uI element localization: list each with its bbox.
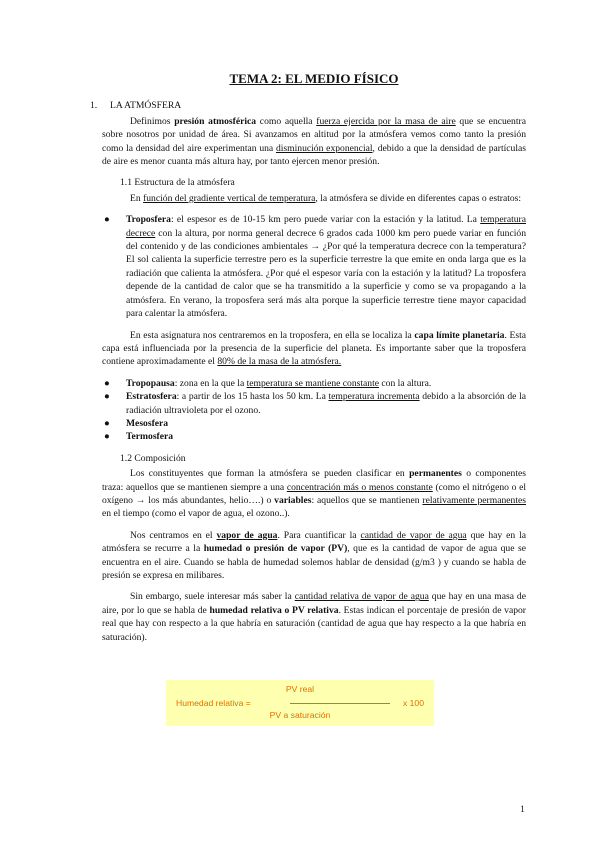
page-number: 1 bbox=[520, 804, 525, 815]
term-tropopausa: Tropopausa bbox=[126, 377, 175, 389]
term-permanentes: permanentes bbox=[409, 468, 462, 480]
paragraph-humedad-relativa bbox=[102, 590, 526, 644]
text: , la atmósfera se divide en diferentes capas o estratos: bbox=[315, 192, 522, 204]
text: con la altura. bbox=[379, 377, 432, 389]
paragraph-vapor-agua bbox=[102, 529, 526, 583]
text: o componentes traza: aquellos que se mantienen siempre a una bbox=[102, 468, 526, 493]
subsection-heading-composicion: 1.2 Composición bbox=[120, 452, 186, 464]
term-estratosfera: Estratosfera bbox=[126, 391, 177, 403]
bullet-icon: ● bbox=[104, 431, 110, 443]
text: : zona en la que la bbox=[174, 377, 247, 389]
underlined-text: fuerza ejercida por la masa de aire bbox=[316, 115, 456, 127]
text: (como el nitrógeno o el oxígeno → los más abundantes, helio….) o bbox=[102, 481, 526, 506]
bullet-icon: ● bbox=[104, 377, 110, 389]
text: que hay en la atmósfera se recurre a la bbox=[102, 529, 526, 555]
underlined-text: temperatura incrementa bbox=[328, 391, 420, 403]
underlined-text: temperatura decrece bbox=[126, 214, 526, 239]
text: como aquella bbox=[256, 115, 317, 127]
term-troposfera: Troposfera bbox=[126, 214, 171, 226]
underlined-text: disminución exponencial bbox=[275, 142, 373, 154]
text: . Estas indican el porcentaje de presión de vapor real que hay con respecto a la que habría en saturación (cantidad de agua que hay respecto a la que habría en saturación). bbox=[102, 604, 526, 643]
text: que hay en una masa de aire, por lo que se habla de bbox=[102, 591, 526, 616]
layers-list bbox=[102, 213, 526, 320]
term-humedad: humedad o presión de vapor (PV) bbox=[203, 543, 348, 555]
text: Los constituyentes que forman la atmósfera se pueden clasificar en bbox=[130, 468, 410, 480]
formula-denominator: PV a saturación bbox=[269, 710, 331, 720]
paragraph-capa-limite bbox=[102, 329, 526, 369]
page-title: TEMA 2: EL MEDIO FÍSICO bbox=[229, 71, 399, 86]
text: . Esta capa está influenciada por la presencia de la superficie del planeta. Es importante saber que la troposfera contiene aproximadamente el bbox=[102, 329, 526, 368]
text: : a partir de los 15 hasta los 50 km. La bbox=[176, 391, 329, 403]
underlined-text: temperatura se mantiene constante bbox=[246, 377, 380, 389]
section-heading-atmosfera bbox=[90, 99, 526, 112]
text: Definimos bbox=[130, 115, 175, 127]
term-variables: variables bbox=[274, 494, 312, 506]
subsection-heading-estructura: 1.1 Estructura de la atmósfera bbox=[120, 177, 235, 189]
text: debido a la absorción de la radiación ultravioleta por el ozono. bbox=[126, 391, 526, 416]
underlined-text: cantidad de vapor de agua bbox=[360, 529, 467, 541]
text: , que es la cantidad de vapor de agua que se encuentra en el aire. Cuando se habla de humedad solemos hablar de densidad (g/m3 ) y cuando se habla de presión se expresa en milibares. bbox=[102, 543, 526, 581]
term-capa-limite: capa límite planetaria bbox=[414, 329, 505, 341]
underlined-text: 80% de la masa de la atmósfera. bbox=[217, 356, 342, 368]
text: con la altura, por norma general decrece 6 grados cada 1000 km pero puede variar en función del contenido y de las condiciones ambientales → ¿Por qué la temperatura decrece con la temperatura? El sol calienta la superficie terrestre pero es la superficie terrestre la que emite en onda larga que es la radiación que calienta la atmósfera. ¿Por qué el espesor varía con la estación y la latitud? La troposfera depende de la cantidad de calor que se ha transmitido a la superficie y como se va propagando a la atmósfera. En verano, la troposfera será más alta porque la superficie terrestre tiene mayor capacidad para calentar la atmósfera. bbox=[126, 227, 526, 320]
paragraph-estructura bbox=[102, 192, 526, 205]
underlined-text: concentración más o menos constante bbox=[286, 481, 433, 493]
section-title: LA ATMÓSFERA bbox=[110, 100, 182, 112]
section-number: 1. bbox=[90, 100, 98, 112]
list-item-estratosfera bbox=[102, 390, 526, 417]
formula-multiplier: x 100 bbox=[402, 698, 424, 708]
text: que se encuentra sobre nosotros por unidad de área. Si avanzamos en altitud por la atmósfera vemos como tanto la presión como la densidad del aire experimentan una bbox=[102, 115, 526, 154]
layers-list-2 bbox=[102, 377, 526, 444]
term-termosfera: Termosfera bbox=[126, 431, 174, 443]
paragraph-presion bbox=[102, 115, 526, 169]
formula-lhs: Humedad relativa = bbox=[176, 698, 251, 708]
list-item-troposfera bbox=[102, 213, 526, 320]
text: en el tiempo (como el vapor de agua, el ozono..). bbox=[102, 508, 290, 520]
underlined-text: cantidad relativa de vapor de agua bbox=[294, 591, 429, 603]
list-item-tropopausa bbox=[102, 377, 526, 390]
text: , debido a que la densidad de partículas de aire es menor cuanta más altura hay, por tanto ejercen menor presión. bbox=[102, 142, 526, 168]
document-body bbox=[90, 71, 526, 652]
underlined-text: función del gradiente vertical de temperatura bbox=[143, 192, 316, 204]
fraction-line bbox=[290, 703, 390, 704]
term-vapor-agua: vapor de agua bbox=[216, 529, 278, 541]
bullet-icon: ● bbox=[104, 391, 110, 403]
text: Nos centramos en el bbox=[130, 529, 217, 541]
list-item-mesosfera bbox=[102, 417, 526, 430]
list-item-termosfera bbox=[102, 430, 526, 443]
bullet-icon: ● bbox=[104, 417, 110, 429]
text: . Para cuantificar la bbox=[277, 529, 361, 541]
term-humedad-relativa: humedad relativa o PV relativa bbox=[209, 604, 339, 616]
text: Sin embargo, suele interesar más saber la bbox=[130, 591, 295, 603]
underlined-text: relativamente permanentes bbox=[422, 494, 526, 506]
formula-humedad-relativa bbox=[166, 680, 434, 726]
term-presion-atmosferica: presión atmosférica bbox=[174, 115, 257, 127]
text: : el espesor es de 10-15 km pero puede variar con la estación y la latitud. La bbox=[170, 214, 481, 226]
text: En esta asignatura nos centraremos en la troposfera, en ella se localiza la bbox=[130, 329, 415, 341]
paragraph-constituyentes bbox=[102, 467, 526, 521]
formula-numerator: PV real bbox=[285, 684, 315, 694]
text: : aquellos que se mantienen bbox=[311, 494, 423, 506]
bullet-icon: ● bbox=[104, 214, 110, 226]
term-mesosfera: Mesosfera bbox=[126, 417, 169, 429]
text: En bbox=[130, 192, 144, 204]
